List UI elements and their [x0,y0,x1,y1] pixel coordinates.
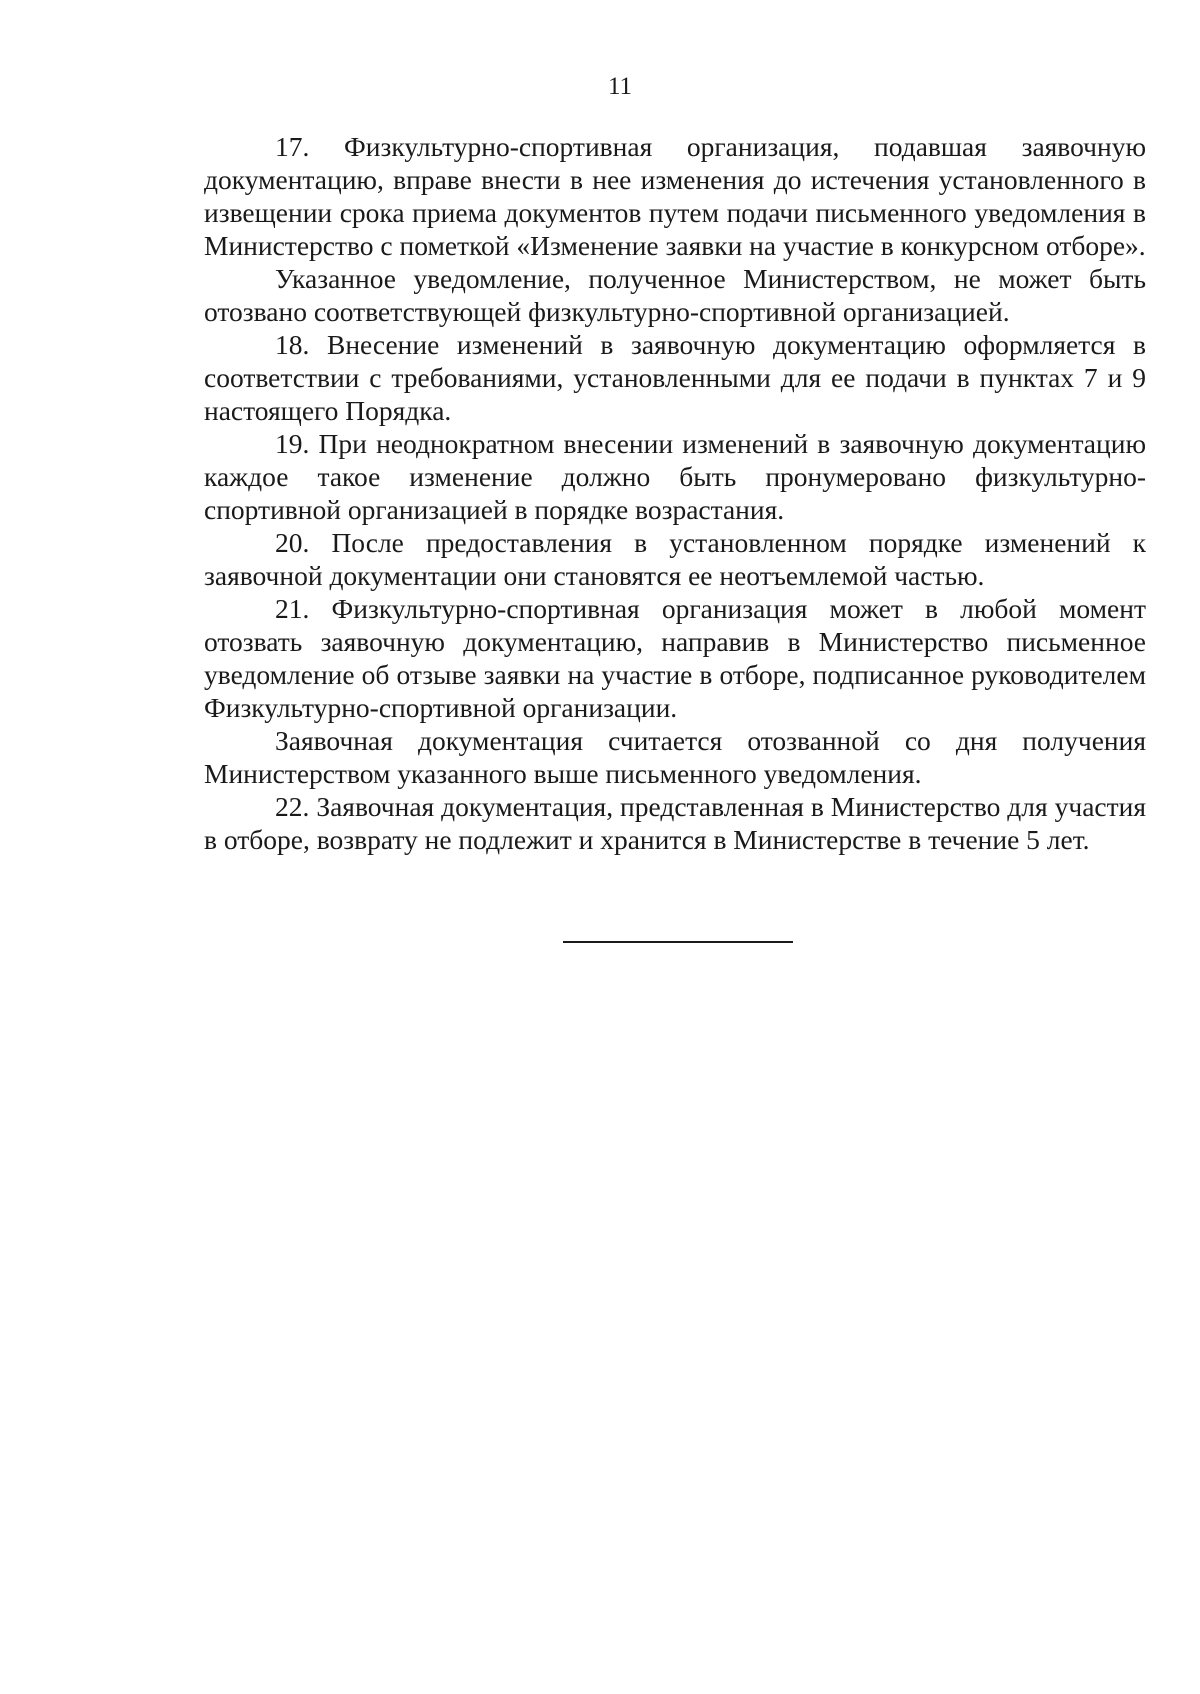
paragraph-21: 21. Физкультурно-спортивная организация может в любой момент отозвать заявочную документацию, направив в Министерство письменное уведомление об отзыве заявки на участие в отборе, подписанное руководителем Физкультурно-спортивной организации. [204,593,1146,723]
page-number: 11 [607,73,633,100]
paragraph-18: 18. Внесение изменений в заявочную документацию оформляется в соответствии с требованиями, установленными для ее подачи в пунктах 7 и 9 настоящего Порядка. [204,329,1146,426]
paragraph-22: 22. Заявочная документация, представленная в Министерство для участия в отборе, возврату не подлежит и хранится в Министерстве в течение 5 лет. [204,791,1146,855]
document-body [204,130,1146,856]
paragraph-20: 20. После предоставления в установленном порядке изменений к заявочной документации они становятся ее неотъемлемой частью. [204,527,1146,591]
end-of-document-rule [563,941,793,943]
paragraph-17: 17. Физкультурно-спортивная организация, подавшая заявочную документацию, вправе внести в нее изменения до истечения установленного в извещении срока приема документов путем подачи письменного уведомления в Министерство с пометкой «Изменение заявки на участие в конкурсном отборе». [204,131,1146,261]
paragraph-19: 19. При неоднократном внесении изменений в заявочную документацию каждое такое изменение должно быть пронумеровано физкультурно-спортивной организацией в порядке возрастания. [204,428,1146,525]
paragraph-17-notice: Указанное уведомление, полученное Министерством, не может быть отозвано соответствующей физкультурно-спортивной организацией. [204,263,1146,327]
paragraph-21-withdrawal: Заявочная документация считается отозванной со дня получения Министерством указанного выше письменного уведомления. [204,725,1146,789]
